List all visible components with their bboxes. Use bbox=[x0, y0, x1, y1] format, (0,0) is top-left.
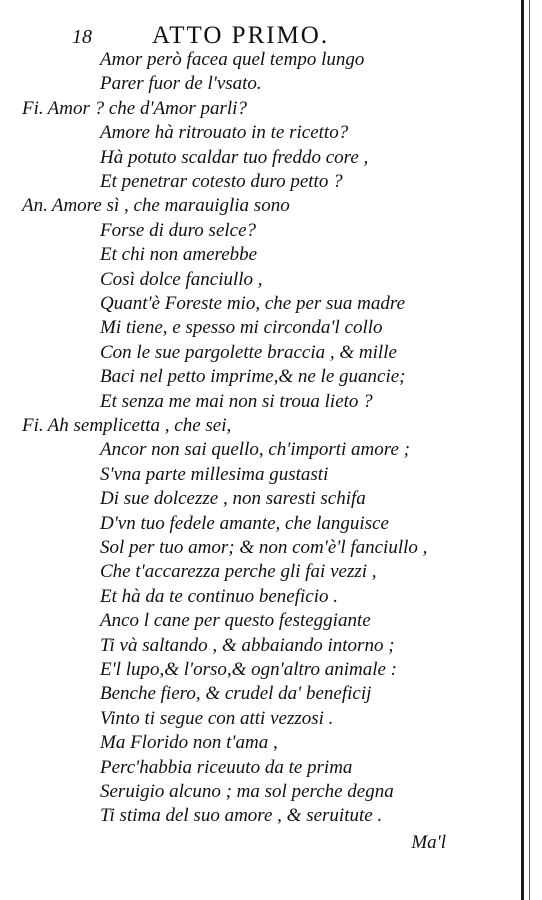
verse-line-text: Che t'accarezza perche gli fai vezzi , bbox=[100, 561, 377, 583]
verse-line-text: Amor ? che d'Amor parli? bbox=[47, 97, 247, 119]
catchword: Ma'l bbox=[411, 832, 446, 853]
verse-line bbox=[100, 756, 352, 780]
verse-line-text: Perc'habbia riceuuto da te prima bbox=[100, 756, 353, 778]
verse-line-text: Parer fuor de l'vsato. bbox=[100, 73, 262, 95]
verse-line bbox=[100, 146, 368, 170]
verse-line bbox=[100, 72, 262, 96]
verse-line bbox=[100, 268, 263, 292]
speaker-label: Fi. bbox=[22, 415, 44, 436]
verse-line-text: Ti và saltando , & abbaiando intorno ; bbox=[100, 634, 395, 656]
verse-line-with-speaker bbox=[22, 194, 290, 218]
verse-line bbox=[100, 243, 257, 267]
verse-line-text: Quant'è Foreste mio, che per sua madre bbox=[100, 293, 406, 314]
verse-line-text: Così dolce fanciullo , bbox=[100, 268, 263, 290]
verse-line bbox=[100, 219, 256, 243]
verse-line-with-speaker bbox=[22, 414, 231, 438]
verse-line-text: Ti stima del suo amore , & seruitute . bbox=[100, 805, 383, 827]
verse-line-text: Et hà da te continuo beneficio . bbox=[100, 585, 338, 607]
verse-line bbox=[100, 634, 395, 658]
verse-line bbox=[100, 780, 394, 804]
verse-line-text: Di sue dolcezze , non saresti schifa bbox=[100, 488, 366, 510]
verse-line-text: Hà potuto scaldar tuo freddo core , bbox=[100, 146, 369, 168]
verse-line-text: D'vn tuo fedele amante, che languisce bbox=[100, 512, 389, 534]
verse-line bbox=[100, 512, 389, 536]
verse-line bbox=[100, 707, 333, 731]
verse-line bbox=[100, 682, 371, 706]
verse-line bbox=[100, 536, 427, 560]
verse-line-text: Mi tiene, e spesso mi circonda'l collo bbox=[100, 317, 383, 339]
verse-line bbox=[100, 316, 383, 340]
verse-line bbox=[100, 731, 278, 755]
verse-line-text: Ah semplicetta , che sei, bbox=[47, 415, 232, 436]
verse-line-text: Ma Florido non t'ama , bbox=[100, 732, 278, 754]
page-number: 18 bbox=[72, 26, 92, 48]
verse-line-text: Sol per tuo amor; & non com'è'l fanciullo , bbox=[100, 537, 428, 558]
verse-line-text: Amor però facea quel tempo lungo bbox=[100, 49, 365, 70]
verse-line bbox=[100, 292, 405, 316]
verse-line bbox=[100, 658, 397, 682]
verse-line bbox=[100, 487, 366, 511]
verse-line-text: Seruigio alcuno ; ma sol perche degna bbox=[100, 781, 394, 802]
verse-line bbox=[100, 341, 397, 365]
running-head: ATTO PRIMO. bbox=[152, 22, 330, 49]
verse-line-text: Forse di duro selce? bbox=[100, 219, 257, 241]
verse-line bbox=[100, 560, 377, 584]
verse-line-text: Et penetrar cotesto duro petto ? bbox=[100, 171, 343, 192]
verse-line bbox=[100, 585, 338, 609]
verse-line-text: Vinto ti segue con atti vezzosi . bbox=[100, 707, 334, 729]
verse-line-with-speaker bbox=[22, 97, 247, 121]
verse-line-text: Amore sì , che marauiglia sono bbox=[51, 195, 290, 217]
verse-line-text: Et senza me mai non si troua lieto ? bbox=[100, 390, 373, 412]
verse-line-text: Ancor non sai quello, ch'importi amore ; bbox=[100, 439, 410, 461]
verse-line-text: E'l lupo,& l'orso,& ogn'altro animale : bbox=[100, 659, 398, 680]
verse-line bbox=[100, 804, 382, 828]
speaker-label: An. bbox=[22, 195, 48, 217]
verse-line-text: Baci nel petto imprime,& ne le guancie; bbox=[100, 366, 406, 388]
verse-line bbox=[100, 463, 328, 487]
speaker-label: Fi. bbox=[22, 97, 44, 119]
verse-line bbox=[100, 170, 343, 194]
verse-line-text: Con le sue pargolette braccia , & mille bbox=[100, 341, 397, 363]
verse-line-text: Amore hà ritrouato in te ricetto? bbox=[100, 122, 349, 144]
verse-line bbox=[100, 438, 410, 462]
verse-line-text: S'vna parte millesima gustasti bbox=[100, 463, 329, 485]
verse-line bbox=[100, 365, 406, 389]
verse-line-text: Et chi non amerebbe bbox=[100, 244, 258, 266]
verse-line bbox=[100, 609, 371, 633]
verse-line-text: Benche fiero, & crudel da' beneficij bbox=[100, 683, 372, 705]
verse-line bbox=[100, 390, 373, 414]
verse-line-text: Anco l cane per questo festeggiante bbox=[100, 610, 371, 632]
verse-line bbox=[100, 121, 348, 145]
verse-line bbox=[100, 48, 364, 72]
